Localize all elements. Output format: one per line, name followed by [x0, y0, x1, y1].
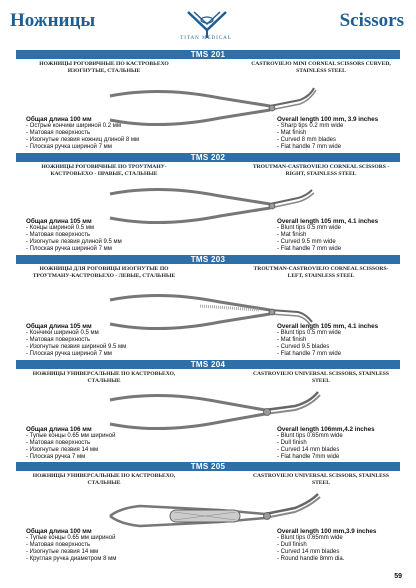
- product-title-en: CASTROVIEJO UNIVERSAL SCISSORS, STAINLESS STEEL: [252, 473, 390, 486]
- spec-line: - Тупые концы 0.65 мм шириной: [26, 433, 116, 439]
- spec-line: - Round handle 8mm dia.: [277, 556, 345, 562]
- product-title-ru: НОЖНИЦЫ РОГОВИЧНЫЕ ПО ТРОУТМАНУ-КАСТРОВЬЕХО - ПРАВЫЕ, СТАЛЬНЫЕ: [41, 164, 167, 177]
- spec-heading: Общая длина 105 мм: [26, 323, 92, 330]
- spec-line: - Матовая поверхность: [26, 130, 91, 136]
- spec-line: - Flat handle 7mm wide: [277, 454, 340, 460]
- spec-en: [277, 323, 378, 358]
- spec-heading: Общая длина 105 мм: [26, 218, 92, 225]
- spec-heading: Overall length 100 mm,3.9 inches: [277, 528, 377, 535]
- spec-ru: [26, 528, 116, 563]
- spec-line: - Изогнутые лезвия шириной 9.5 мм: [26, 344, 127, 350]
- spec-line: - Curved 14 mm blades: [277, 549, 340, 555]
- spec-line: - Матовая поверхность: [26, 542, 91, 548]
- spec-line: - Flat handle 7 mm wide: [277, 351, 342, 357]
- spec-heading: Общая длина 100 мм: [26, 528, 92, 535]
- product-code-bar: TMS 205: [16, 462, 400, 471]
- spec-line: - Изогнутые лезвия длиной 9.5 мм: [26, 239, 122, 245]
- spec-heading: Overall length 105 mm, 4.1 inches: [277, 218, 379, 225]
- spec-en: [277, 116, 378, 151]
- spec-en: [277, 426, 375, 461]
- spec-line: - Curved 8 mm blades: [277, 137, 337, 143]
- spec-line: - Тупые концы 0.65 мм шириной: [26, 535, 116, 541]
- spec-line: - Mat finish: [277, 130, 307, 136]
- spec-line: - Матовая поверхность: [26, 337, 91, 343]
- spec-heading: Overall length 105 mm, 4.1 inches: [277, 323, 379, 330]
- spec-line: - Кончики шириной 0.5 мм: [26, 330, 99, 336]
- spec-heading: Overall length 100 mm, 3.9 inches: [277, 116, 379, 123]
- spec-en: [277, 218, 378, 253]
- spec-line: - Матовая поверхность: [26, 440, 91, 446]
- spec-line: - Плоская ручка шириной 7 мм: [26, 246, 112, 252]
- spec-heading: Общая длина 106 мм: [26, 426, 92, 433]
- spec-line: - Curved 9.5 blades: [277, 344, 330, 350]
- spec-line: - Концы шириной 0.5 мм: [26, 225, 95, 231]
- product-title-ru: НОЖНИЦЫ ДЛЯ РОГОВИЦЫ ИЗОГНУТЫЕ ПО ТРОУТМАНУ-КАСТРОВЬЕХО - ЛЕВЫЕ, СТАЛЬНЫЕ: [32, 266, 176, 279]
- spec-line: - Blunt tips 0.5 mm wide: [277, 225, 342, 231]
- spec-line: - Sharp tips 0.2 mm wide: [277, 123, 344, 129]
- spec-line: - Mat finish: [277, 232, 307, 238]
- page-title-ru: Ножницы: [10, 10, 96, 31]
- product-title-ru: НОЖНИЦЫ РОГОВИЧНЫЕ ПО КАСТРОВЬЕХО ИЗОГНУТЫЕ, СТАЛЬНЫЕ: [39, 61, 169, 74]
- spec-line: - Flat handle 7 mm wide: [277, 144, 342, 150]
- spec-ru: [26, 323, 126, 358]
- product-title-en: TROUTMAN-CASTROVIEJO CORNEAL SCISSORS- LEFT, STAINLESS STEEL: [253, 266, 389, 279]
- product-title-en: TROUTMAN-CASTROVIEJO CORNEAL SCISSORS - RIGHT, STAINLESS STEEL: [252, 164, 390, 177]
- product-title-en: CASTROVIEJO UNIVERSAL SCISSORS, STAINLESS STEEL: [252, 371, 390, 384]
- spec-line: - Плоская ручка шириной 7 мм: [26, 144, 112, 150]
- spec-heading: Общая длина 100 мм: [26, 116, 92, 123]
- spec-line: - Острые кончики шириной 0.2 мм: [26, 123, 121, 129]
- spec-line: - Плоская ручка 7 мм: [26, 454, 86, 460]
- spec-line: - Curved 9.5 mm wide: [277, 239, 336, 245]
- product-title-ru: НОЖНИЦЫ УНИВЕРСАЛЬНЫЕ ПО КАСТРОВЬЕХО, СТАЛЬНЫЕ: [32, 473, 176, 486]
- spec-line: - Blunt tips 0.65mm wide: [277, 433, 343, 439]
- spec-line: - Изогнутые лезвия ножниц длиной 8 мм: [26, 137, 140, 143]
- spec-line: - Dull finish: [277, 542, 307, 548]
- spec-en: [277, 528, 376, 563]
- spec-line: - Blunt tips 0.5 mm wide: [277, 330, 342, 336]
- spec-line: - Mat finish: [277, 337, 307, 343]
- spec-ru: [26, 218, 122, 253]
- spec-line: - Круглая ручка диаметром 8 мм: [26, 556, 117, 562]
- product-code-bar: TMS 202: [16, 153, 400, 162]
- spec-line: - Плоская ручка шириной 7 мм: [26, 351, 112, 357]
- spec-heading: Overall length 106mm,4.2 inches: [277, 426, 375, 433]
- product-code-bar: TMS 203: [16, 255, 400, 264]
- product-code-bar: TMS 201: [16, 50, 400, 59]
- spec-line: - Изогнутые лезвия 14 мм: [26, 447, 99, 453]
- spec-line: - Матовая поверхность: [26, 232, 91, 238]
- page-title-en: Scissors: [339, 10, 404, 31]
- product-title-en: CASTROVIEJO MINI CORNEAL SCISSORS CURVED, STAINLESS STEEL: [251, 61, 391, 74]
- spec-line: - Flat handle 7 mm wide: [277, 246, 342, 252]
- spec-ru: [26, 116, 139, 151]
- spec-ru: [26, 426, 115, 461]
- product-title-ru: НОЖНИЦЫ УНИВЕРСАЛЬНЫЕ ПО КАСТРОВЬЕХО, СТАЛЬНЫЕ: [32, 371, 176, 384]
- page-number: 59: [394, 573, 402, 580]
- spec-line: - Dull finish: [277, 440, 307, 446]
- spec-line: - Curved 14 mm blades: [277, 447, 340, 453]
- logo-text: TITAN MEDICAL: [180, 36, 232, 41]
- spec-line: - Blunt tips 0.65mm wide: [277, 535, 343, 541]
- spec-line: - Изогнутые лезвия 14 мм: [26, 549, 99, 555]
- product-code-bar: TMS 204: [16, 360, 400, 369]
